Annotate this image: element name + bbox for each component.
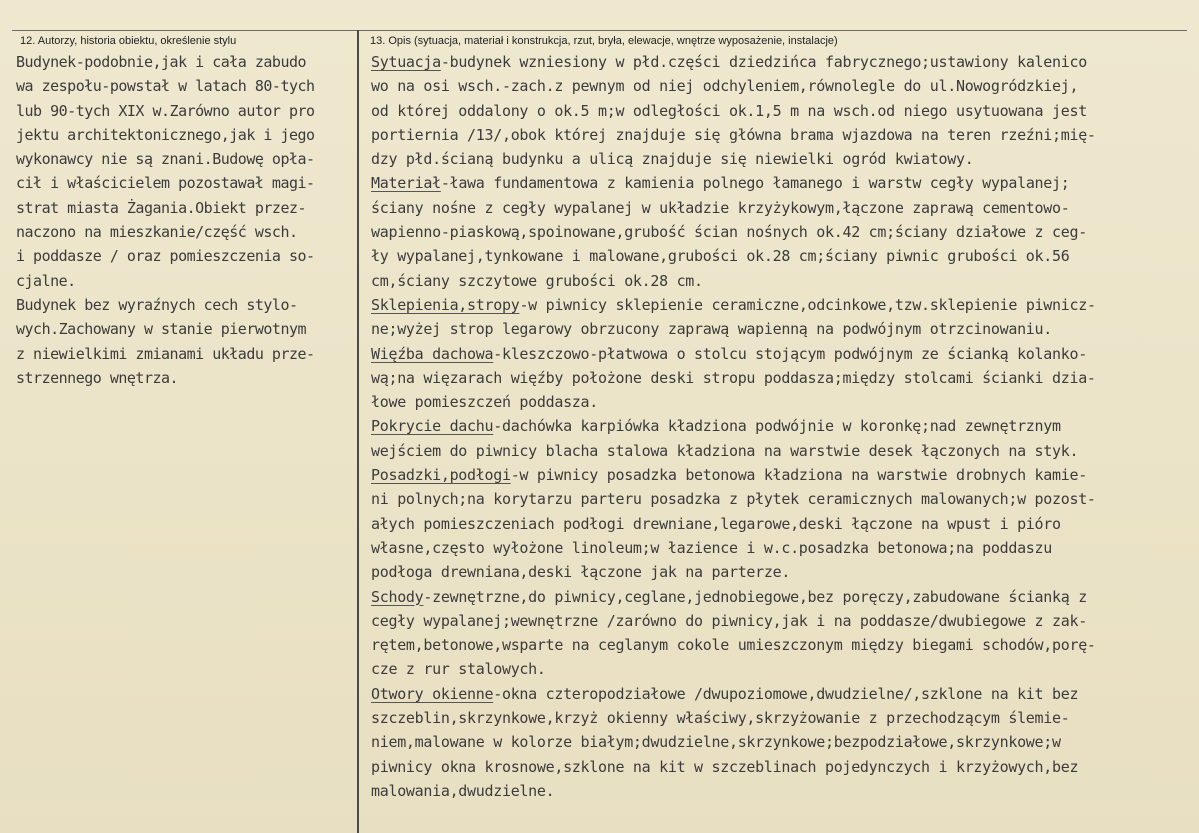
text-line: i poddasze / oraz pomieszczenia so- (16, 247, 315, 266)
text-line: strat miasta Żagania.Obiekt przez- (16, 198, 307, 217)
top-rule (12, 30, 1187, 31)
line-text: malowania,dwudzielne. (371, 781, 555, 800)
authors-history-text (16, 50, 351, 390)
line-text: piwnicy okna krosnowe,szklone na kit w szczeblinach pojedynczych i krzyżowych,bez (371, 757, 1079, 776)
line-text: szczeblin,skrzynkowe,krzyż okienny właściwy,skrzyżowanie z przechodzącym ślemie- (371, 709, 1070, 728)
text-line (371, 147, 1191, 171)
text-line (371, 366, 1191, 390)
section-13-header: 13. Opis (sytuacja, materiał i konstrukcja, rzut, bryła, elewacje, wnętrze wyposażenie, instalacje) (370, 35, 838, 47)
text-line: strzennego wnętrza. (16, 368, 179, 387)
section-heading: Posadzki,podłogi (371, 466, 511, 485)
line-text: podłoga drewniana,deski łączone jak na parterze. (371, 563, 791, 582)
line-text: -okna czteropodziałowe /dwupoziomowe,dwudzielne/,szklone na kit bez (493, 684, 1079, 703)
text-line: z niewielkimi zmianami układu prze- (16, 344, 315, 363)
line-text: -w piwnicy posadzka betonowa kładziona na warstwie drobnych kamie- (510, 466, 1087, 485)
text-line: wa zespołu-powstał w latach 80-tych (16, 77, 315, 96)
line-text: cm,ściany szczytowe grubości ok.28 cm. (371, 271, 703, 290)
line-text: ściany nośne z cegły wypalanej w układzie krzyżykowym,łączone zaprawą cementowo- (371, 198, 1070, 217)
line-text: cegły wypalanej;wewnętrzne /zarówno do piwnicy,jak i na poddasze/dwubiegowe z zak- (371, 611, 1087, 630)
text-line (371, 50, 1191, 74)
line-text: ni polnych;na korytarzu parteru posadzka z płytek ceramicznych malowanych;w pozost- (371, 490, 1096, 509)
section-heading: Pokrycie dachu (371, 417, 494, 436)
section-heading: Sklepienia,stropy (371, 295, 520, 314)
text-line (371, 657, 1191, 681)
text-line (371, 536, 1191, 560)
section-heading: Sytuacja (371, 53, 441, 71)
line-text: wo na osi wsch.-zach.z pewnym od niej odchyleniem,równolegle do ul.Nowogródzkiej, (371, 77, 1079, 96)
line-text: cze z rur stalowych. (371, 660, 546, 679)
line-text: ne;wyżej strop legarowy obrzucony zaprawą wapienną na podwójnym otrzcinowaniu. (371, 320, 1053, 339)
line-text: -budynek wzniesiony w płd.części dziedzińca fabrycznego;ustawiony kalenico (440, 53, 1087, 71)
section-12-header: 12. Autorzy, historia obiektu, określenie stylu (20, 35, 237, 47)
line-text: -zewnętrzne,do piwnicy,ceglane,jednobiegowe,bez poręczy,zabudowane ścianką z (423, 587, 1087, 606)
line-text: wą;na więzarach więźby położone deski stropu poddasza;między stolcami ścianki dzia- (371, 368, 1096, 387)
text-line (371, 317, 1191, 341)
line-text: łowe pomieszczeń poddasza. (371, 393, 599, 412)
line-text: dzy płd.ścianą budynku a ulicą znajduje się niewielki ogród kwiatowy. (371, 150, 974, 169)
text-line (371, 512, 1191, 536)
line-text: ły wypalanej,tynkowane i malowane,grubości ok.28 cm;ściany piwnic grubości ok.56 (371, 247, 1070, 266)
text-line (371, 706, 1191, 730)
line-text: -ława fundamentowa z kamienia polnego łamanego i warstw cegły wypalanej; (440, 174, 1070, 193)
text-line: cił i właścicielem pozostawał magi- (16, 174, 315, 193)
line-text: od której oddalony o ok.5 m;w odległości ok.1,5 m na wsch.od niego usytuowana jest (371, 101, 1087, 120)
line-text: portiernia /13/,obok której znajduje się główna brama wjazdowa na teren rzeźni;mię- (371, 125, 1096, 144)
description-text (371, 50, 1191, 803)
text-line (371, 609, 1191, 633)
text-line: lub 90-tych XIX w.Zarówno autor pro (16, 101, 315, 120)
text-line (371, 633, 1191, 657)
line-text: rętem,betonowe,wsparte na ceglanym cokole umieszczonym między biegami schodów,porę- (371, 636, 1096, 655)
text-line (371, 123, 1191, 147)
text-line (371, 755, 1191, 779)
text-line (371, 487, 1191, 511)
line-text: wapienno-piaskową,spoinowane,grubość ścian nośnych ok.42 cm;ściany działowe z ceg- (371, 223, 1087, 242)
section-heading: Materiał (371, 174, 441, 193)
text-line: wykonawcy nie są znani.Budowę opła- (16, 150, 315, 169)
text-line (371, 220, 1191, 244)
text-line (371, 196, 1191, 220)
line-text: niem,malowane w kolorze białym;dwudzielne,skrzynkowe;bezpodziałowe,skrzynkowe;w (371, 733, 1061, 752)
text-line (371, 779, 1191, 803)
text-line (371, 585, 1191, 609)
text-line (371, 269, 1191, 293)
section-heading: Schody (371, 587, 424, 606)
text-line (371, 342, 1191, 366)
text-line (371, 463, 1191, 487)
text-line (371, 560, 1191, 584)
text-line (371, 99, 1191, 123)
text-line (371, 682, 1191, 706)
text-line: cjalne. (16, 271, 76, 290)
text-line: wych.Zachowany w stanie pierwotnym (16, 320, 307, 339)
text-line (371, 293, 1191, 317)
line-text: -kleszczowo-płatwowa o stolcu stojącym podwójnym ze ścianką kolanko- (493, 344, 1087, 363)
text-line (371, 730, 1191, 754)
text-line (371, 171, 1191, 195)
text-line (371, 74, 1191, 98)
text-line (371, 244, 1191, 268)
line-text: -dachówka karpiówka kładziona podwójnie w koronkę;nad zewnętrznym (493, 417, 1061, 436)
line-text: wejściem do piwnicy blacha stalowa kładziona na warstwie desek łączonych na styk. (371, 441, 1079, 460)
line-text: -w piwnicy sklepienie ceramiczne,odcinkowe,tzw.sklepienie piwnicz- (519, 295, 1096, 314)
text-line (371, 414, 1191, 438)
section-heading: Otwory okienne (371, 684, 494, 703)
text-line (371, 439, 1191, 463)
line-text: własne,często wyłożone linoleum;w łazience i w.c.posadzka betonowa;na poddaszu (371, 538, 1053, 557)
section-heading: Więźba dachowa (371, 344, 494, 363)
text-line: naczono na mieszkanie/część wsch. (16, 223, 298, 242)
text-line: Budynek-podobnie,jak i cała zabudo (16, 53, 307, 71)
column-divider (357, 30, 359, 833)
line-text: ałych pomieszczeniach podłogi drewniane,legarowe,deski łączone na wpust i pióro (371, 514, 1061, 533)
text-line: Budynek bez wyraźnych cech stylo- (16, 295, 298, 314)
text-line (371, 390, 1191, 414)
text-line: jektu architektonicznego,jak i jego (16, 125, 315, 144)
